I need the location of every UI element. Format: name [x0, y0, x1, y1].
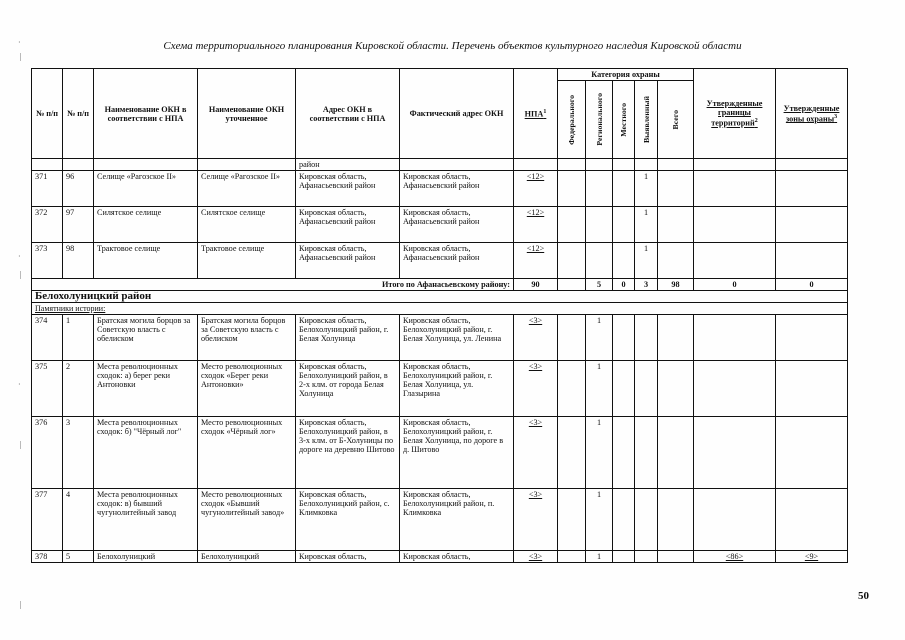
cell-num2: 3	[63, 417, 94, 489]
cell-npa-ref: <3>	[514, 551, 558, 563]
cell-num: 378	[32, 551, 63, 563]
cell-name-npa: Трактовое селище	[94, 243, 198, 279]
cell-regional: 1	[586, 315, 613, 361]
cell-address-npa: Кировская область, Афанасьевский район	[296, 243, 400, 279]
cell-num: 376	[32, 417, 63, 489]
cell-name-refined: Место революционных сходок «Берег реки Антоновки»	[198, 361, 296, 417]
cell-num2: 2	[63, 361, 94, 417]
cell-address-npa: Кировская область, Афанасьевский район	[296, 171, 400, 207]
cell-num2: 96	[63, 171, 94, 207]
cell-npa-ref: <3>	[514, 417, 558, 489]
table-row	[32, 489, 848, 551]
total-regional: 5	[586, 279, 613, 291]
total-row	[32, 279, 848, 291]
cell-npa-ref: <3>	[514, 315, 558, 361]
cell-address-actual: Кировская область, Белохолуницкий район, г. Белая Холуница, по дороге в д. Шитово	[400, 417, 514, 489]
cell-name-refined: Место революционных сходок «Чёрный лог»	[198, 417, 296, 489]
page-number: 50	[858, 590, 869, 602]
cell-name-refined: Силятское селище	[198, 207, 296, 243]
cell-name-npa: Белохолуницкий	[94, 551, 198, 563]
cell-name-refined: Белохолуницкий	[198, 551, 296, 563]
district-row	[32, 291, 848, 303]
cell-name-npa: Места революционных сходок: а) берег реки Антоновки	[94, 361, 198, 417]
cell-name-refined: Место революционных сходок «Бывший чугунолитейный завод»	[198, 489, 296, 551]
cell-npa-ref: <3>	[514, 361, 558, 417]
cell-num2: 98	[63, 243, 94, 279]
section-heading: Памятники истории:	[32, 303, 848, 315]
total-all: 98	[658, 279, 694, 291]
header-npa: НПА$^1$	[514, 69, 558, 159]
total-federal	[558, 279, 586, 291]
cell-num2: 1	[63, 315, 94, 361]
cell-name-npa: Места революционных сходок: б) "Чёрный лог"	[94, 417, 198, 489]
header-num: № п/п	[32, 69, 63, 159]
header-boundaries: Утвержденные границы территорий$^2$	[694, 69, 776, 159]
cell-name-refined: Братская могила борцов за Советскую власть с обелиском	[198, 315, 296, 361]
header-name-refined: Наименование ОКН уточненное	[198, 69, 296, 159]
cell-num: 373	[32, 243, 63, 279]
cell-num: 377	[32, 489, 63, 551]
table-row	[32, 361, 848, 417]
document-title: Схема территориального планирования Кировской области. Перечень объектов культурного наследия Кировской области	[163, 40, 742, 52]
cell-num: 371	[32, 171, 63, 207]
cell-num2: 4	[63, 489, 94, 551]
cell-address-actual: Кировская область, Афанасьевский район	[400, 243, 514, 279]
cell-address-npa: Кировская область,	[296, 551, 400, 563]
cell-address-npa: Кировская область, Белохолуницкий район, в 3-х клм. от Б-Холуницы по дороге на деревню Шитово	[296, 417, 400, 489]
cell-address-actual: Кировская область, Афанасьевский район	[400, 207, 514, 243]
header-address-actual: Фактический адрес ОКН	[400, 69, 514, 159]
cell-identified: 1	[635, 243, 658, 279]
header-cat-regional: Регионального	[586, 81, 613, 159]
table-row	[32, 159, 848, 171]
cell-identified: 1	[635, 171, 658, 207]
total-boundaries: 0	[694, 279, 776, 291]
header-name-npa: Наименование ОКН в соответствии с НПА	[94, 69, 198, 159]
header-zones: Утвержденные зоны охраны$^3$	[776, 69, 848, 159]
table-row	[32, 171, 848, 207]
cell-zones: <9>	[776, 551, 848, 563]
total-local: 0	[613, 279, 635, 291]
cell-address-actual: Кировская область, Белохолуницкий район, г. Белая Холуница, ул. Глазырина	[400, 361, 514, 417]
cell-npa-ref: <12>	[514, 207, 558, 243]
header-cat-total: Всего	[658, 81, 694, 159]
cell-name-refined: Трактовое селище	[198, 243, 296, 279]
cell-npa-ref: <12>	[514, 243, 558, 279]
header-category-group: Категория охраны	[558, 69, 694, 81]
cell-num2: 97	[63, 207, 94, 243]
cell-npa-ref: <3>	[514, 489, 558, 551]
cell-address-npa: Кировская область, Белохолуницкий район, с. Климковка	[296, 489, 400, 551]
cell-address-actual: Кировская область, Белохолуницкий район, п. Климковка	[400, 489, 514, 551]
cell-regional: 1	[586, 551, 613, 563]
total-identified: 3	[635, 279, 658, 291]
total-zones: 0	[776, 279, 848, 291]
cell-regional: 1	[586, 489, 613, 551]
cell-address-npa: Кировская область, Афанасьевский район	[296, 207, 400, 243]
cell-regional: 1	[586, 361, 613, 417]
table-row	[32, 551, 848, 563]
cell-identified: 1	[635, 207, 658, 243]
cell-num2: 5	[63, 551, 94, 563]
table-row	[32, 315, 848, 361]
table-row	[32, 207, 848, 243]
header-num2: № п/п	[63, 69, 94, 159]
section-row	[32, 303, 848, 315]
cell-num: 375	[32, 361, 63, 417]
cell-name-npa: Селище «Рагозское II»	[94, 171, 198, 207]
total-label: Итого по Афанасьевскому району:	[32, 279, 514, 291]
cell-address-npa: Кировская область, Белохолуницкий район, г. Белая Холуница	[296, 315, 400, 361]
cell-address-actual: Кировская область, Белохолуницкий район, г. Белая Холуница, ул. Ленина	[400, 315, 514, 361]
cell-num: 374	[32, 315, 63, 361]
cell-num: 372	[32, 207, 63, 243]
cell-name-npa: Силятское селище	[94, 207, 198, 243]
header-address-npa: Адрес ОКН в соответствии с НПА	[296, 69, 400, 159]
cell-address-actual: Кировская область, Афанасьевский район	[400, 171, 514, 207]
cell-address-actual: Кировская область,	[400, 551, 514, 563]
table-row	[32, 243, 848, 279]
cell-npa-ref: <12>	[514, 171, 558, 207]
table-row	[32, 417, 848, 489]
header-cat-identified: Выявленный	[635, 81, 658, 159]
heritage-table	[31, 68, 848, 563]
cell-regional: 1	[586, 417, 613, 489]
margin-marks: · | · | · | |	[18, 38, 22, 609]
cell-name-npa: Братская могила борцов за Советскую власть с обелиском	[94, 315, 198, 361]
cell-name-npa: Места революционных сходок: в) бывший чугунолитейный завод	[94, 489, 198, 551]
header-cat-federal: Федерального	[558, 81, 586, 159]
cell-address-npa: район	[296, 159, 400, 171]
cell-name-refined: Селище «Рагозское II»	[198, 171, 296, 207]
cell-boundaries: <86>	[694, 551, 776, 563]
total-npa: 90	[514, 279, 558, 291]
header-cat-local: Местного	[613, 81, 635, 159]
district-heading: Белохолуницкий район	[32, 291, 848, 303]
cell-address-npa: Кировская область, Белохолуницкий район, в 2-х клм. от города Белая Холуница	[296, 361, 400, 417]
